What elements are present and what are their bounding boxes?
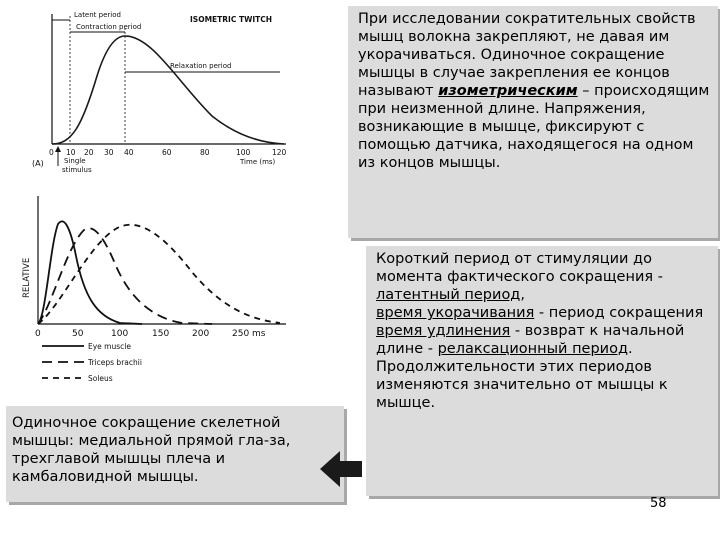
period-dot: . — [628, 341, 633, 357]
stimulus-arrow-icon — [55, 146, 61, 152]
duration-text: Продолжительности этих периодов изменяются значительно от мышцы к мышце. — [376, 359, 668, 411]
panel-label: (A) — [32, 159, 44, 168]
x-tick: 10 — [66, 148, 76, 157]
soleus-curve — [38, 225, 280, 324]
x-tick: 150 — [152, 329, 170, 339]
x-tick: 30 — [104, 148, 114, 157]
isometric-description-box — [348, 6, 718, 238]
isometric-twitch-figure — [12, 6, 292, 176]
x-tick: 20 — [84, 148, 94, 157]
isometric-twitch-chart — [12, 6, 292, 176]
figure-caption-box — [6, 406, 344, 502]
stimulus-label: Single — [64, 157, 86, 165]
muscle-twitch-comparison-figure — [12, 186, 342, 386]
chart-title: ISOMETRIC TWITCH — [190, 15, 273, 24]
time-axis-label: Time (ms) — [240, 158, 276, 166]
legend-triceps-label: Triceps brachii — [88, 358, 142, 367]
twitch-curve — [52, 36, 284, 144]
relaxation-period-term: релаксационный период — [437, 341, 629, 357]
x-tick: 0 — [49, 148, 54, 157]
isometric-term: изометрическим — [438, 83, 578, 99]
lengthening-text: - возврат к начальной длине - — [376, 323, 685, 357]
left-arrow-icon — [318, 448, 364, 490]
triceps-curve — [38, 228, 212, 324]
x-tick: 0 — [35, 329, 41, 339]
eye-muscle-curve — [38, 221, 142, 324]
lengthening-time-term: время удлинения — [376, 323, 511, 339]
comma: , — [520, 287, 525, 303]
muscle-twitch-chart — [12, 186, 342, 386]
legend-soleus-label: Soleus — [88, 374, 113, 383]
x-tick: 60 — [162, 148, 172, 157]
x-tick: 250 ms — [232, 329, 266, 339]
x-tick: 80 — [200, 148, 210, 157]
contraction-label: Contraction period — [76, 23, 142, 31]
figure-caption-text: Одиночное сокращение скелетной мышцы: медиальной прямой гла-за, трехглавой мышцы плеча и камбаловидной мышцы. — [12, 415, 291, 485]
x-tick: 50 — [72, 329, 84, 339]
shortening-time-term: время укорачивания — [376, 305, 535, 321]
x-tick: 100 — [111, 329, 129, 339]
x-tick: 120 — [272, 148, 287, 157]
x-tick: 200 — [192, 329, 210, 339]
page-number: 58 — [650, 496, 667, 511]
x-tick: 40 — [124, 148, 134, 157]
x-tick-labels — [49, 148, 287, 157]
latent-period-term: латентный период — [376, 287, 521, 303]
stimulus-label-2: stimulus — [62, 166, 92, 174]
relaxation-label: Relaxation period — [170, 62, 232, 70]
isometric-text-part2: – происходящим при неизменной длине. Напряжения, возникающие в мышце, фиксируют с помощью датчика, находящегося на одном из концов мышцы. — [358, 83, 710, 171]
latent-label: Latent period — [74, 11, 121, 19]
latent-intro-text: Короткий период от стимуляции до момента фактического сокращения - — [376, 251, 663, 285]
y-axis-label: RELATIVE — [22, 257, 32, 298]
periods-description-box — [366, 246, 718, 496]
shortening-text: - период сокращения — [534, 305, 704, 321]
isometric-text-part1: При исследовании сократительных свойств мышц волокна закрепляют, не давая им укорачиваться. Одиночное сокращение мышцы в случае закрепления ее концов называют — [358, 11, 696, 99]
legend-eye-label: Eye muscle — [88, 342, 131, 351]
x-tick: 100 — [236, 148, 251, 157]
x-tick-labels — [35, 329, 266, 339]
